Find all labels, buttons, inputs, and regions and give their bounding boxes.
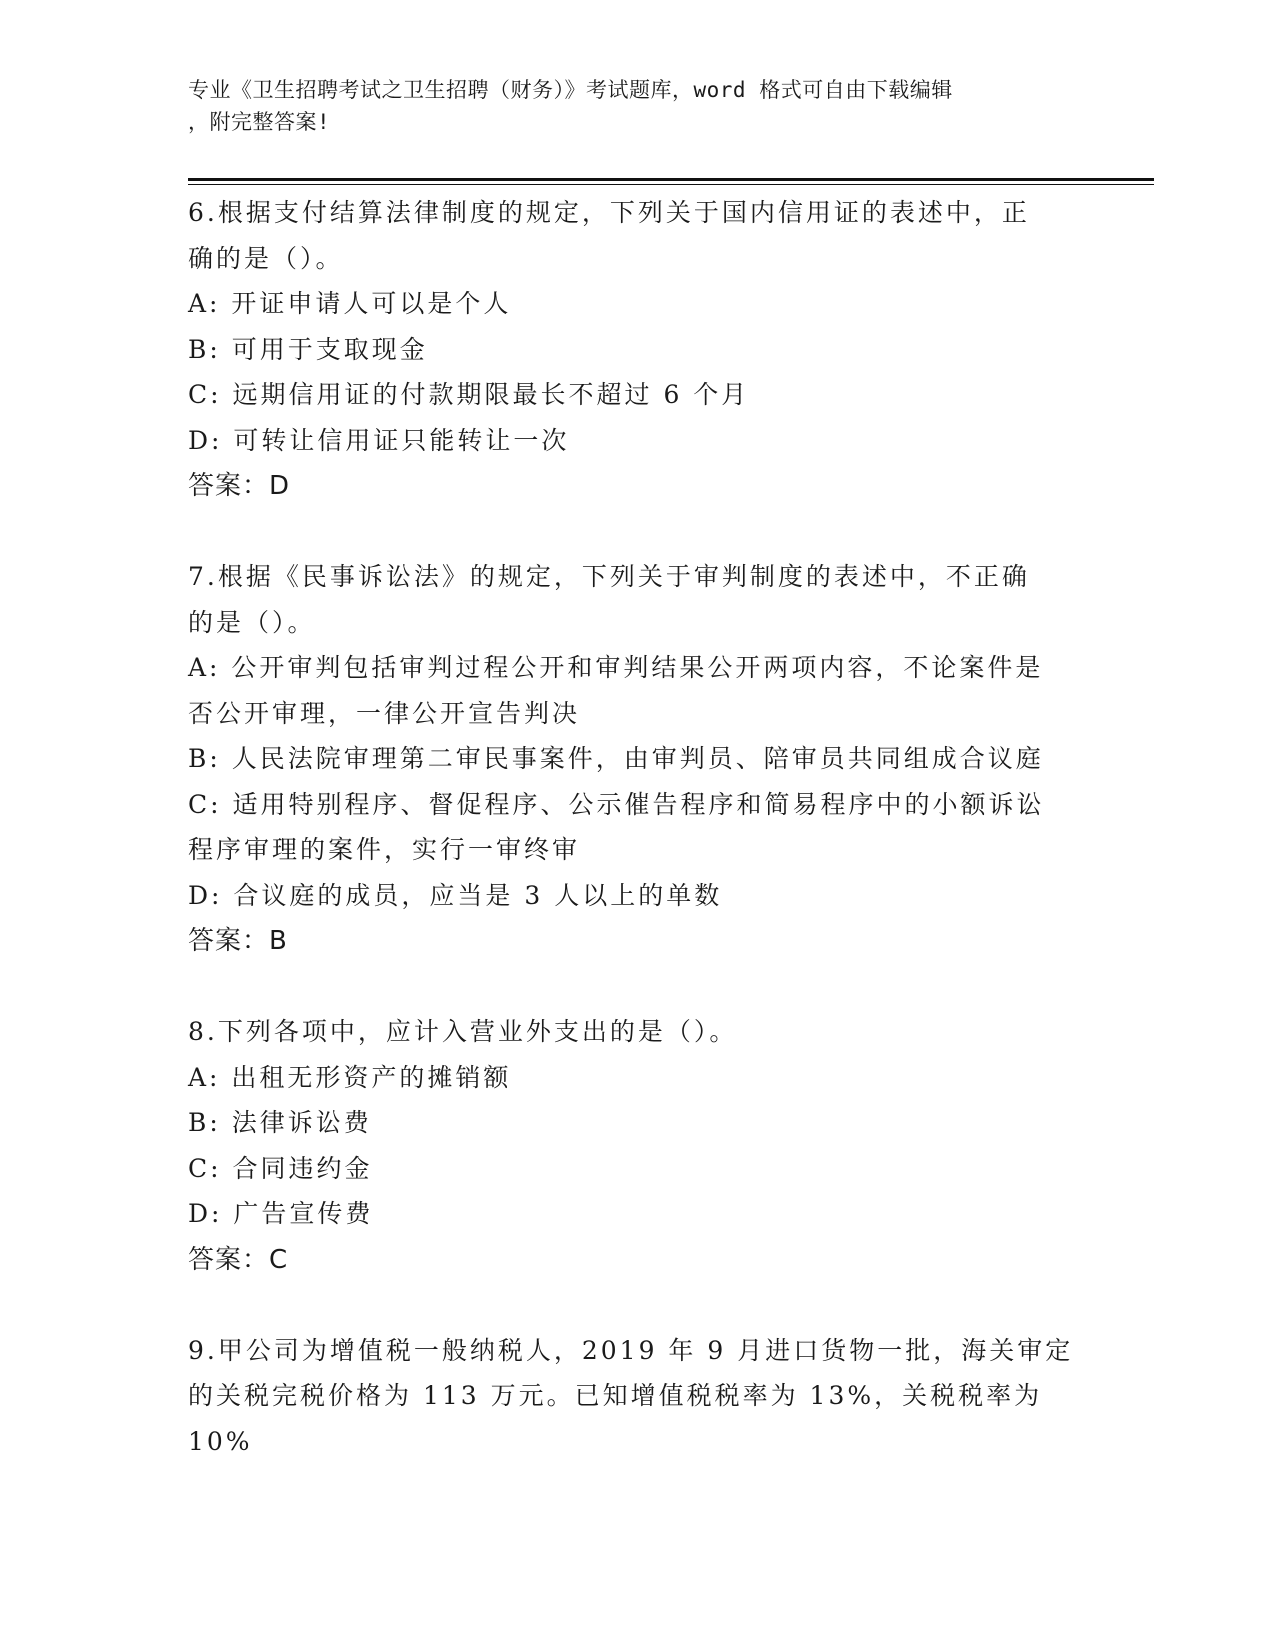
header-line-1: 专业《卫生招聘考试之卫生招聘（财务）》考试题库，word 格式可自由下载编辑 xyxy=(188,78,953,102)
header-line-2: ，附完整答案! xyxy=(188,110,331,134)
option-c: C: 适用特别程序、督促程序、公示催告程序和简易程序中的小额诉讼 xyxy=(188,789,1045,819)
option-d: D: 合议庭的成员，应当是 3 人以上的单数 xyxy=(188,880,723,910)
question-stem-line: 的是（）。 xyxy=(188,607,316,637)
option-b: B: 可用于支取现金 xyxy=(188,334,428,364)
question-8 xyxy=(188,1009,1088,1283)
question-stem-line: 8.下列各项中，应计入营业外支出的是（）。 xyxy=(188,1017,738,1046)
option-a-continued: 否公开审理，一律公开宣告判决 xyxy=(188,698,581,728)
option-a: A: 公开审判包括审判过程公开和审判结果公开两项内容，不论案件是 xyxy=(188,653,1044,682)
option-d: D: 可转让信用证只能转让一次 xyxy=(188,425,570,455)
option-b: B: 法律诉讼费 xyxy=(188,1108,372,1137)
question-stem-line: 6.根据支付结算法律制度的规定，下列关于国内信用证的表述中，正 xyxy=(188,198,1030,227)
question-stem-line: 的关税完税价格为 113 万元。已知增值税税率为 13%，关税税率为 10% xyxy=(188,1381,1043,1456)
question-9 xyxy=(188,1328,1088,1465)
option-a: A: 出租无形资产的摊销额 xyxy=(188,1062,512,1092)
option-c: C: 合同违约金 xyxy=(188,1153,373,1183)
header-divider-thick xyxy=(188,178,1154,181)
question-7 xyxy=(188,554,1088,964)
question-stem-line: 7.根据《民事诉讼法》的规定，下列关于审判制度的表述中，不正确 xyxy=(188,562,1030,591)
question-stem-line: 9.甲公司为增值税一般纳税人，2019 年 9 月进口货物一批，海关审定 xyxy=(188,1335,1074,1365)
answer-label: 答案：C xyxy=(188,1244,289,1275)
option-d: D: 广告宣传费 xyxy=(188,1199,374,1228)
header-note xyxy=(188,74,1088,138)
option-b: B: 人民法院审理第二审民事案件，由审判员、陪审员共同组成合议庭 xyxy=(188,744,1044,773)
question-6 xyxy=(188,190,1088,509)
question-stem-line: 确的是（）。 xyxy=(188,243,344,273)
header-divider-thin xyxy=(188,184,1154,185)
answer-label: 答案：D xyxy=(188,471,291,501)
option-a: A: 开证申请人可以是个人 xyxy=(188,289,512,318)
option-c-continued: 程序审理的案件，实行一审终审 xyxy=(188,835,581,864)
option-c: C: 远期信用证的付款期限最长不超过 6 个月 xyxy=(188,380,750,409)
question-list xyxy=(188,190,1088,1509)
answer-label: 答案：B xyxy=(188,926,288,956)
